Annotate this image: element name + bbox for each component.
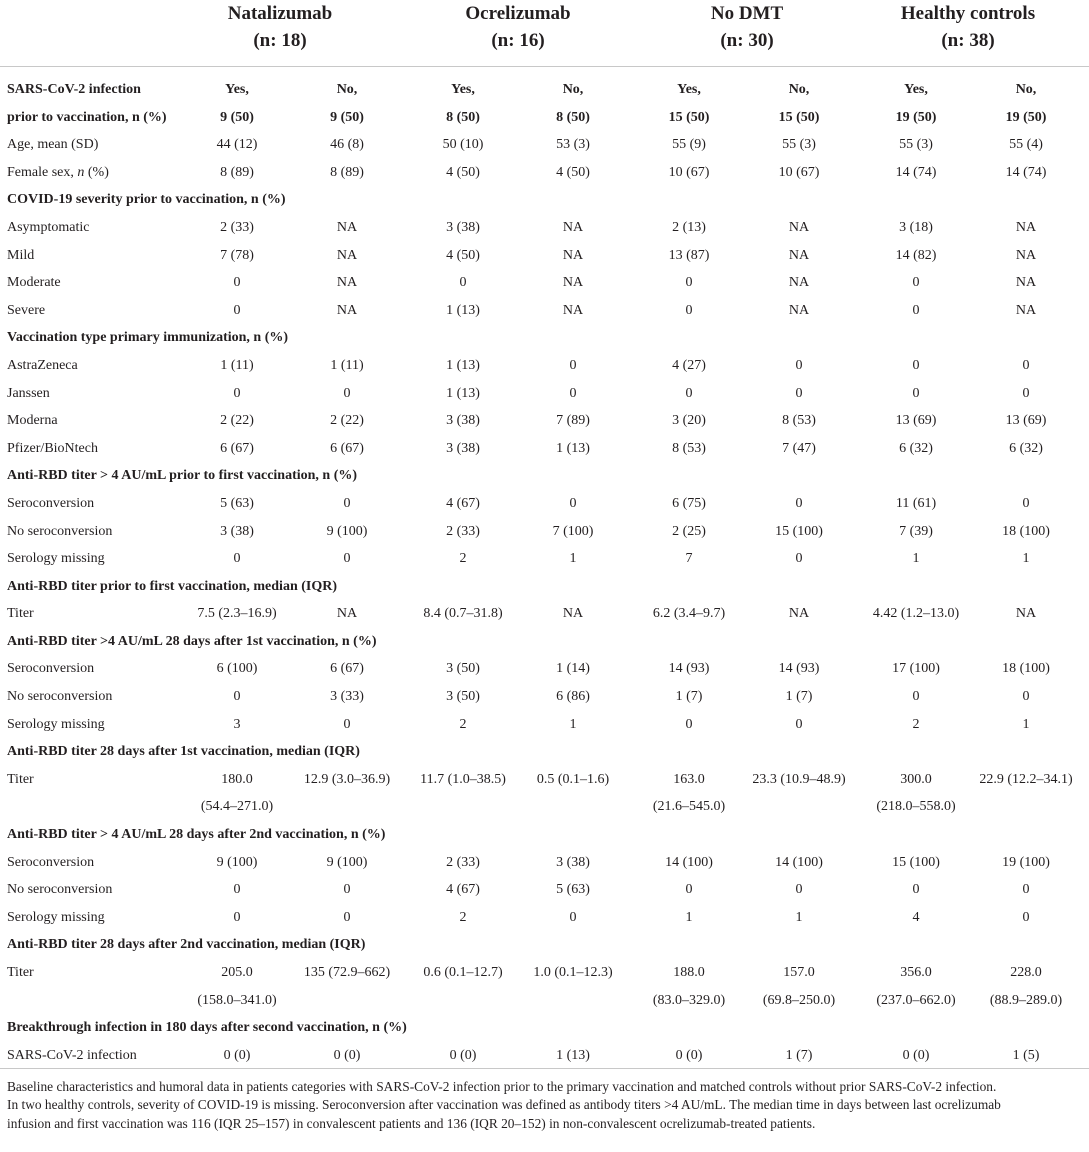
- section-header-row: [0, 324, 1089, 352]
- cell-value: 2 (22): [220, 413, 254, 429]
- row-label: No seroconversion: [7, 689, 113, 705]
- table-row: [0, 131, 1089, 159]
- italic-n: n: [77, 164, 85, 180]
- section-label: Anti-RBD titer > 4 AU/mL 28 days after 2nd vaccination, n (%): [7, 827, 386, 843]
- group-count: (n: 18): [253, 30, 307, 51]
- cell-value: 0: [459, 275, 467, 291]
- group-count: (n: 30): [720, 30, 774, 51]
- cell-value: 2: [459, 551, 467, 567]
- section-label: Anti-RBD titer 28 days after 1st vaccination, median (IQR): [7, 744, 360, 760]
- cell-value: NA: [788, 219, 810, 235]
- cell-value: 4 (67): [446, 495, 480, 511]
- cell-value: 7 (89): [556, 413, 590, 429]
- cell-value: 6 (75): [672, 495, 706, 511]
- table-row: [0, 600, 1089, 628]
- cell-value: 17 (100): [892, 661, 940, 677]
- table-row: [0, 407, 1089, 435]
- cell-value: 4 (67): [446, 882, 480, 898]
- cell-value: 1 (7): [785, 689, 813, 705]
- cell-value: 12.9 (3.0–36.9): [303, 771, 391, 787]
- cell-value: 0: [685, 385, 693, 401]
- section-label: COVID-19 severity prior to vaccination, n (%): [7, 192, 286, 208]
- cell-value-range: (83.0–329.0): [652, 992, 726, 1008]
- cell-value: 14 (100): [665, 854, 713, 870]
- cell-value: 1 (13): [446, 357, 480, 373]
- cell-value: NA: [562, 302, 584, 318]
- header-rule: [0, 66, 1089, 67]
- cell-value: 0: [233, 909, 241, 925]
- cell-value: 9 (100): [216, 854, 258, 870]
- cell-value-range: (237.0–662.0): [876, 992, 956, 1008]
- row-label: Moderna: [7, 413, 58, 429]
- cell-value: 1 (13): [556, 440, 590, 456]
- cell-value: 0.6 (0.1–12.7): [423, 965, 503, 980]
- footnote-line: Baseline characteristics and humoral data in patients categories with SARS-CoV-2 infection prior to the primary vaccination and matched controls without prior SARS-CoV-2 infection.: [7, 1079, 997, 1094]
- cell-value: 0: [795, 551, 803, 567]
- cell-value: 7 (39): [899, 523, 933, 539]
- group-name: Healthy controls: [900, 3, 1036, 24]
- cell-value: 11.7 (1.0–38.5): [420, 771, 506, 787]
- cell-value: 0: [343, 882, 351, 898]
- cell-value: 3 (38): [220, 523, 254, 539]
- cell-value: 0: [685, 716, 693, 732]
- cell-value: 4.42 (1.2–13.0): [872, 606, 960, 622]
- table-row: [0, 545, 1089, 573]
- cell-value: 0: [912, 275, 920, 291]
- cell-value: 13 (69): [895, 413, 937, 429]
- table-footnote: [7, 1078, 1085, 1133]
- cell-value: 2 (33): [446, 523, 480, 539]
- cell-value: 1 (13): [556, 1047, 590, 1063]
- cell-value: 2 (25): [672, 523, 706, 539]
- cell-value: NA: [788, 606, 810, 622]
- cell-value: No,: [336, 82, 358, 97]
- cell-value: 0: [795, 385, 803, 401]
- section-header-row: [0, 931, 1089, 959]
- table-row: [0, 380, 1089, 408]
- cell-value: NA: [336, 302, 358, 318]
- cell-value: NA: [562, 606, 584, 622]
- cell-value: 0: [795, 357, 803, 373]
- row-label: Pfizer/BioNtech: [7, 440, 98, 456]
- cell-value: 4 (50): [446, 247, 480, 263]
- cell-value: 10 (67): [668, 164, 710, 180]
- table-row: [0, 711, 1089, 739]
- cell-value: 3 (18): [899, 219, 933, 235]
- cell-value: 4: [912, 909, 920, 925]
- cell-value: 15 (100): [892, 854, 940, 870]
- cell-value-range: (69.8–250.0): [762, 992, 836, 1008]
- cell-value: 0: [1022, 385, 1030, 401]
- group-count: (n: 16): [491, 30, 545, 51]
- table-row: [0, 849, 1089, 877]
- cell-value: 0: [685, 275, 693, 291]
- cell-value-range: (54.4–271.0): [200, 799, 274, 815]
- table-row: [0, 297, 1089, 325]
- cell-value: 0: [233, 551, 241, 567]
- group-name: No DMT: [710, 3, 784, 24]
- cell-value: 2 (13): [672, 219, 706, 235]
- cell-value: 9 (100): [326, 854, 368, 870]
- cell-value: 0 (0): [449, 1047, 477, 1063]
- cell-value: 6 (32): [1009, 440, 1043, 456]
- cell-value: 2 (33): [446, 854, 480, 870]
- row-label: Severe: [7, 302, 46, 318]
- cell-value: 6 (86): [556, 689, 590, 705]
- table-row: [0, 683, 1089, 711]
- row-label: SARS-CoV-2 infection: [7, 1047, 137, 1063]
- cell-value: 14 (82): [895, 247, 937, 263]
- row-label: Asymptomatic: [7, 219, 90, 235]
- row-label: Female sex, n (%): [7, 164, 109, 180]
- cell-value: 3 (50): [446, 689, 480, 705]
- cell-value: 3 (38): [556, 854, 590, 870]
- cell-value-range: (158.0–341.0): [197, 992, 277, 1008]
- cell-value: 7 (47): [782, 440, 816, 456]
- cell-value: 0: [912, 882, 920, 898]
- cell-value: 0: [233, 385, 241, 401]
- section-label: Breakthrough infection in 180 days after second vaccination, n (%): [7, 1020, 407, 1036]
- cell-value: 22.9 (12.2–34.1): [979, 771, 1073, 787]
- cell-value: Yes,: [225, 82, 249, 97]
- table-row: [0, 1042, 1089, 1070]
- table-row: [0, 766, 1089, 821]
- cell-value: 0: [1022, 495, 1030, 511]
- cell-value: 7.5 (2.3–16.9): [197, 606, 277, 622]
- cell-value: 7 (100): [552, 523, 594, 539]
- row-label: Seroconversion: [7, 495, 95, 511]
- table-row: [0, 490, 1089, 518]
- row-label: Serology missing: [7, 551, 105, 567]
- cell-value: 15 (50): [778, 109, 820, 125]
- table-body: [0, 76, 1089, 1069]
- cell-value: No,: [1015, 82, 1037, 97]
- section-header-row: [0, 821, 1089, 849]
- row-label: Janssen: [7, 385, 50, 401]
- cell-value: 1: [569, 551, 577, 567]
- cell-value: NA: [336, 219, 358, 235]
- row-label: Titer: [7, 771, 34, 787]
- cell-value: Yes,: [451, 82, 475, 97]
- section-label: Anti-RBD titer >4 AU/mL 28 days after 1st vaccination, n (%): [7, 633, 377, 649]
- section-label: Anti-RBD titer 28 days after 2nd vaccination, median (IQR): [7, 937, 366, 953]
- cell-value: 11 (61): [895, 495, 937, 511]
- cell-value: 8 (53): [672, 440, 706, 456]
- table-row: [0, 104, 1089, 132]
- cell-value: NA: [1015, 302, 1037, 318]
- cell-value: 14 (74): [1005, 164, 1047, 180]
- cell-value: 3 (38): [446, 219, 480, 235]
- cell-value: 1 (5): [1012, 1047, 1040, 1063]
- group-name: Natalizumab: [227, 3, 333, 24]
- group-header-healthy-controls: [893, 0, 1043, 60]
- group-header-natalizumab: [208, 0, 352, 60]
- cell-value: 53 (3): [556, 137, 590, 153]
- cell-value: 1 (13): [446, 385, 480, 401]
- footnote-line: infusion and first vaccination was 116 (IQR 25–157) in convalescent patients and 136 (IQR 20–152) in non-convalescent ocrelizumab-treated patients.: [7, 1115, 816, 1131]
- row-label: Seroconversion: [7, 661, 95, 677]
- cell-value: 163.0: [673, 771, 705, 787]
- row-label: No seroconversion: [7, 523, 113, 539]
- cell-value: Yes,: [904, 82, 928, 97]
- cell-value: 3 (50): [446, 661, 480, 677]
- cell-value: NA: [1015, 219, 1037, 235]
- cell-value: 14 (74): [895, 164, 937, 180]
- cell-value: 2 (33): [220, 219, 254, 235]
- row-label: Seroconversion: [7, 854, 95, 870]
- cell-value: 1 (7): [675, 689, 703, 705]
- footer-rule: [0, 1068, 1089, 1069]
- cell-value: 0: [343, 551, 351, 567]
- cell-value: 0: [1022, 357, 1030, 373]
- cell-value: 6.2 (3.4–9.7): [652, 606, 726, 622]
- cell-value: 0: [1022, 882, 1030, 898]
- cell-value: 55 (3): [782, 137, 816, 153]
- cell-value: 3 (20): [672, 413, 706, 429]
- cell-value: 300.0: [900, 771, 932, 787]
- cell-value: 0: [343, 385, 351, 401]
- cell-value: 55 (9): [672, 137, 706, 153]
- cell-value: 18 (100): [1002, 661, 1050, 677]
- cell-value: 0 (0): [675, 1047, 703, 1063]
- cell-value: 0: [233, 882, 241, 898]
- cell-value: 0: [569, 495, 577, 511]
- cell-value: 0 (0): [223, 1047, 251, 1063]
- row-label: Serology missing: [7, 909, 105, 925]
- cell-value: 228.0: [1010, 965, 1042, 980]
- cell-value: 0 (0): [333, 1047, 361, 1063]
- cell-value: 0: [685, 882, 693, 898]
- cell-value: 46 (8): [330, 137, 364, 153]
- table-row: [0, 518, 1089, 546]
- cell-value: 0: [1022, 689, 1030, 705]
- cell-value: 23.3 (10.9–48.9): [752, 771, 846, 787]
- cell-value: 1: [1022, 551, 1030, 567]
- cell-value: 157.0: [783, 965, 815, 980]
- group-header-ocrelizumab: [446, 0, 590, 60]
- table-row: [0, 876, 1089, 904]
- cell-value: NA: [336, 606, 358, 622]
- section-label: Anti-RBD titer prior to first vaccination, median (IQR): [7, 578, 337, 594]
- table-row: [0, 76, 1089, 104]
- cell-value: NA: [788, 247, 810, 263]
- cell-value: 1.0 (0.1–12.3): [533, 965, 613, 980]
- group-header-no-dmt: [675, 0, 819, 60]
- cell-value: 4 (50): [446, 164, 480, 180]
- cell-value: No,: [562, 82, 584, 97]
- footnote-line: In two healthy controls, severity of COVID-19 is missing. Seroconversion after vaccination was defined as antibody titers >4 AU/mL. The median time in days between last ocrelizumab: [7, 1097, 1001, 1113]
- cell-value: 0: [1022, 909, 1030, 925]
- cell-value: 18 (100): [1002, 523, 1050, 539]
- cell-value: NA: [788, 275, 810, 291]
- table-row: [0, 959, 1089, 1014]
- cell-value: 6 (67): [330, 661, 364, 677]
- cell-value: NA: [562, 275, 584, 291]
- cell-value: 0: [912, 302, 920, 318]
- cell-value-range: (218.0–558.0): [876, 799, 956, 815]
- cell-value: 1: [795, 909, 803, 925]
- cell-value: 3 (38): [446, 440, 480, 456]
- cell-value: 0: [233, 302, 241, 318]
- cell-value: 2: [912, 716, 920, 732]
- cell-value: NA: [562, 247, 584, 263]
- cell-value: 15 (100): [775, 523, 823, 539]
- cell-value: 13 (69): [1005, 413, 1047, 429]
- cell-value: 8 (50): [446, 109, 480, 125]
- section-header-row: [0, 738, 1089, 766]
- cell-value: 0.5 (0.1–1.6): [536, 771, 610, 787]
- cell-value: 15 (50): [668, 109, 710, 125]
- cell-value: 0: [795, 495, 803, 511]
- cell-value: 5 (63): [556, 882, 590, 898]
- cell-value: 19 (50): [895, 109, 937, 125]
- table-row: [0, 352, 1089, 380]
- cell-value: 135 (72.9–662): [303, 965, 391, 980]
- cell-value: 6 (100): [216, 661, 258, 677]
- cell-value: 0: [343, 495, 351, 511]
- table-row: [0, 655, 1089, 683]
- table-row: [0, 269, 1089, 297]
- cell-value: 10 (67): [778, 164, 820, 180]
- group-name: Ocrelizumab: [465, 3, 571, 24]
- cell-value: 8 (89): [220, 164, 254, 180]
- cell-value: 7: [685, 551, 693, 567]
- cell-value: 188.0: [673, 965, 705, 980]
- cell-value: 14 (93): [778, 661, 820, 677]
- cell-value: 2: [459, 909, 467, 925]
- cell-value: 8 (53): [782, 413, 816, 429]
- cell-value: NA: [788, 302, 810, 318]
- cell-value: 7 (78): [220, 247, 254, 263]
- row-label: AstraZeneca: [7, 357, 78, 373]
- section-header-row: [0, 1014, 1089, 1042]
- row-label: Serology missing: [7, 716, 105, 732]
- cell-value: 0: [795, 716, 803, 732]
- row-label: Moderate: [7, 275, 61, 291]
- cell-value: NA: [1015, 247, 1037, 263]
- cell-value: 9 (100): [326, 523, 368, 539]
- cell-value: 6 (67): [330, 440, 364, 456]
- row-label: SARS-CoV-2 infection: [7, 82, 141, 97]
- cell-value: 50 (10): [442, 137, 484, 153]
- cell-value: 44 (12): [216, 137, 258, 153]
- section-header-row: [0, 628, 1089, 656]
- table-row: [0, 904, 1089, 932]
- cell-value: 8 (89): [330, 164, 364, 180]
- cell-value: NA: [1015, 606, 1037, 622]
- cell-value: 55 (4): [1009, 137, 1043, 153]
- cell-value: 0: [569, 909, 577, 925]
- row-label: No seroconversion: [7, 882, 113, 898]
- section-header-row: [0, 462, 1089, 490]
- cell-value: NA: [562, 219, 584, 235]
- row-label: prior to vaccination, n (%): [7, 109, 167, 125]
- cell-value: 3: [233, 716, 241, 732]
- table-row: [0, 435, 1089, 463]
- cell-value: No,: [788, 82, 810, 97]
- cell-value: 1 (11): [330, 357, 364, 373]
- cell-value: 1 (7): [785, 1047, 813, 1063]
- section-label: Anti-RBD titer > 4 AU/mL prior to first vaccination, n (%): [7, 468, 358, 484]
- cell-value: 1 (11): [220, 357, 254, 373]
- cell-value-range: (88.9–289.0): [989, 992, 1063, 1008]
- cell-value: 6 (67): [220, 440, 254, 456]
- cell-value: 1: [685, 909, 693, 925]
- cell-value: 2: [459, 716, 467, 732]
- cell-value: 0: [795, 882, 803, 898]
- cell-value: 1 (13): [446, 302, 480, 318]
- cell-value: 0 (0): [902, 1047, 930, 1063]
- section-header-row: [0, 186, 1089, 214]
- cell-value: 8.4 (0.7–31.8): [423, 606, 503, 622]
- cell-value: 1: [1022, 716, 1030, 732]
- cell-value: 19 (100): [1002, 854, 1050, 870]
- cell-value: 9 (50): [330, 109, 364, 125]
- cell-value: 0: [912, 385, 920, 401]
- cell-value: 0: [569, 357, 577, 373]
- row-label: Titer: [7, 606, 34, 622]
- cell-value: NA: [336, 247, 358, 263]
- section-header-row: [0, 573, 1089, 601]
- table-row: [0, 242, 1089, 270]
- cell-value: 0: [912, 357, 920, 373]
- cell-value: 0: [343, 909, 351, 925]
- cell-value: NA: [1015, 275, 1037, 291]
- cell-value: 0: [233, 275, 241, 291]
- cell-value: 1: [912, 551, 920, 567]
- cell-value: 3 (38): [446, 413, 480, 429]
- cell-value: 14 (100): [775, 854, 823, 870]
- cell-value: 2 (22): [330, 413, 364, 429]
- cell-value: 1 (14): [556, 661, 590, 677]
- cell-value: 9 (50): [220, 109, 254, 125]
- section-label: Vaccination type primary immunization, n (%): [7, 330, 289, 346]
- cell-value: 0: [343, 716, 351, 732]
- cell-value: 0: [685, 302, 693, 318]
- row-label: Age, mean (SD): [7, 137, 99, 153]
- cell-value: 6 (32): [899, 440, 933, 456]
- cell-value: 180.0: [221, 771, 253, 787]
- cell-value: 4 (27): [672, 357, 706, 373]
- cell-value: 55 (3): [899, 137, 933, 153]
- cell-value: 0: [569, 385, 577, 401]
- cell-value: 8 (50): [556, 109, 590, 125]
- row-label: Titer: [7, 965, 34, 980]
- cell-value: 0: [912, 689, 920, 705]
- cell-value: NA: [336, 275, 358, 291]
- cell-value: 5 (63): [220, 495, 254, 511]
- cell-value: Yes,: [677, 82, 701, 97]
- cell-value: 3 (33): [330, 689, 364, 705]
- cell-value: 4 (50): [556, 164, 590, 180]
- cell-value: 0: [233, 689, 241, 705]
- cell-value: 14 (93): [668, 661, 710, 677]
- row-label: Mild: [7, 247, 35, 263]
- cell-value: 13 (87): [668, 247, 710, 263]
- table-row: [0, 159, 1089, 187]
- cell-value: 19 (50): [1005, 109, 1047, 125]
- cell-value: 205.0: [221, 965, 253, 980]
- table-row: [0, 214, 1089, 242]
- group-count: (n: 38): [941, 30, 995, 51]
- cell-value-range: (21.6–545.0): [652, 799, 726, 815]
- cell-value: 356.0: [900, 965, 932, 980]
- cell-value: 1: [569, 716, 577, 732]
